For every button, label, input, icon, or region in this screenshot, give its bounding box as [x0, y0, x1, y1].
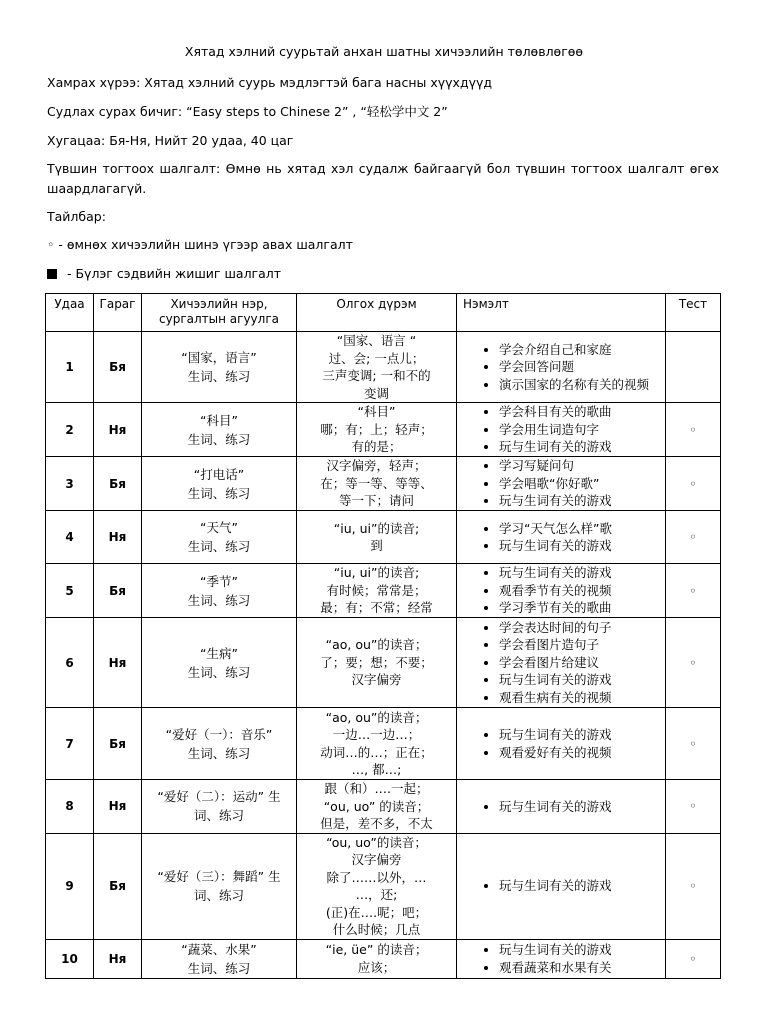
lesson-test: ◦	[666, 780, 721, 834]
extras-item: • 学会表达时间的句子	[499, 619, 661, 637]
lesson-plan-table	[45, 293, 721, 979]
extras-item: • 学习写疑问句	[499, 457, 661, 475]
scope-line: Хамрах хүрээ: Хятад хэлний суурь мэдлэгтэй бага насны хүүхдүүд	[47, 75, 493, 90]
lesson-test: ◦	[666, 939, 721, 978]
lesson-number: 10	[46, 939, 94, 978]
lesson-test: ◦	[666, 511, 721, 564]
lesson-day: Ня	[94, 780, 142, 834]
header-lesson: Хичээлийн нэр, сургалтын агуулга	[142, 294, 297, 332]
table-header-row	[46, 294, 721, 332]
extras-item: • 观看爱好有关的视频	[499, 744, 661, 762]
lesson-number: 4	[46, 511, 94, 564]
textbook-line: Судлах сурах бичиг: “Easy steps to Chinese 2” , “轻松学中文 2”	[47, 104, 448, 119]
extras-list	[461, 798, 661, 816]
extras-item: • 学习“天气怎么样”歌	[499, 520, 661, 538]
lesson-number: 1	[46, 332, 94, 403]
extras-item: • 学会唱歌“你好歌”	[499, 475, 661, 493]
lesson-name: “科目” 生词、练习	[142, 403, 297, 457]
lesson-day: Ня	[94, 511, 142, 564]
lesson-name: “打电话” 生词、练习	[142, 457, 297, 511]
extras-item: • 学会用生词造句字	[499, 421, 661, 439]
extras-item: • 学习季节有关的歌曲	[499, 599, 661, 617]
extras-item: • 玩与生词有关的游戏	[499, 941, 661, 959]
extras-item: • 玩与生词有关的游戏	[499, 726, 661, 744]
extras-list	[461, 941, 661, 976]
table-row	[46, 618, 721, 708]
lesson-number: 7	[46, 708, 94, 780]
extras-list	[461, 619, 661, 707]
lesson-name: “天气” 生词、练习	[142, 511, 297, 564]
lesson-test: ◦	[666, 564, 721, 618]
lesson-name: “爱好（一）：音乐” 生词、练习	[142, 708, 297, 780]
extras-item: • 玩与生词有关的游戏	[499, 438, 661, 456]
extras-item: • 玩与生词有关的游戏	[499, 877, 661, 895]
lesson-test: ◦	[666, 708, 721, 780]
lesson-number: 3	[46, 457, 94, 511]
extras-item: • 观看季节有关的视频	[499, 582, 661, 600]
extras-item: • 观看蔬菜和水果有关	[499, 959, 661, 977]
lesson-day: Ня	[94, 618, 142, 708]
lesson-grammar: “ao, ou”的读音； 了；要；想；不要； 汉字偏旁	[297, 618, 457, 708]
lesson-day: Ня	[94, 403, 142, 457]
header-grammar: Олгох дүрэм	[297, 294, 457, 332]
placement-line: Түвшин тогтоох шалгалт: Өмнө нь хятад хэл судалж байгаагүй бол түвшин тогтоох шалгалт өгөх шаардлагагүй.	[47, 161, 719, 196]
lesson-number: 6	[46, 618, 94, 708]
lesson-grammar: “ie, üe” 的读音； 应该；	[297, 939, 457, 978]
table-row	[46, 403, 721, 457]
table-row	[46, 833, 721, 939]
duration-line: Хугацаа: Бя-Ня, Нийт 20 удаа, 40 цаг	[47, 133, 294, 148]
lesson-extras	[457, 457, 666, 511]
header-day: Гараг	[94, 294, 142, 332]
table-row	[46, 939, 721, 978]
extras-list	[461, 564, 661, 617]
document-title: Хятад хэлний суурьтай анхан шатны хичээлийн төлөвлөгөө	[184, 44, 584, 59]
lesson-day: Ня	[94, 939, 142, 978]
lesson-test	[666, 332, 721, 403]
header-extra: Нэмэлт	[457, 294, 666, 332]
lesson-number: 5	[46, 564, 94, 618]
lesson-day: Бя	[94, 708, 142, 780]
lesson-extras	[457, 511, 666, 564]
extras-list	[461, 520, 661, 555]
lesson-day: Бя	[94, 457, 142, 511]
extras-item: • 玩与生词有关的游戏	[499, 537, 661, 555]
table-row	[46, 780, 721, 834]
lesson-number: 8	[46, 780, 94, 834]
table-row	[46, 708, 721, 780]
lesson-grammar: “iu, ui”的读音; 有时候；常常是； 最；有；不常；经常	[297, 564, 457, 618]
extras-item: • 玩与生词有关的游戏	[499, 671, 661, 689]
extras-list	[461, 403, 661, 456]
legend-circle-item: ◦ - өмнөх хичээлийн шинэ үгээр авах шалгалт	[47, 237, 353, 252]
lesson-name: “国家，语言” 生词、练习	[142, 332, 297, 403]
lesson-test: ◦	[666, 618, 721, 708]
lesson-name: “蔬菜、水果” 生词、练习	[142, 939, 297, 978]
black-square-icon	[47, 269, 57, 279]
lesson-grammar: “ou, uo”的读音； 汉字偏旁 除了……以外，… …，还; (正)在….呢；吧； 什么时候；几点	[297, 833, 457, 939]
extras-item: • 玩与生词有关的游戏	[499, 492, 661, 510]
extras-item: • 演示国家的名称有关的视频	[499, 376, 661, 394]
lesson-test: ◦	[666, 403, 721, 457]
table-row	[46, 332, 721, 403]
table-row	[46, 457, 721, 511]
extras-list	[461, 877, 661, 895]
lesson-extras	[457, 833, 666, 939]
lesson-extras	[457, 708, 666, 780]
extras-item: • 学会介绍自己和家庭	[499, 341, 661, 359]
table-row	[46, 564, 721, 618]
extras-list	[461, 726, 661, 761]
header-test: Тест	[666, 294, 721, 332]
extras-item: • 学会回答问题	[499, 358, 661, 376]
lesson-name: “季节” 生词、练习	[142, 564, 297, 618]
lesson-name: “爱好（二）：运动” 生词、练习	[142, 780, 297, 834]
lesson-name: “爱好（三）：舞蹈” 生词、练习	[142, 833, 297, 939]
legend-square-item	[47, 266, 281, 281]
extras-item: • 玩与生词有关的游戏	[499, 798, 661, 816]
lesson-grammar: 汉字偏旁，轻声； 在；等一等、等等、 等一下；请问	[297, 457, 457, 511]
extras-list	[461, 457, 661, 510]
lesson-day: Бя	[94, 332, 142, 403]
table-row	[46, 511, 721, 564]
header-times: Удаа	[46, 294, 94, 332]
lesson-extras	[457, 564, 666, 618]
lesson-day: Бя	[94, 833, 142, 939]
note-label: Тайлбар:	[47, 209, 106, 224]
lesson-day: Бя	[94, 564, 142, 618]
lesson-grammar: “科目” 哪；有；上；轻声； 有的是；	[297, 403, 457, 457]
lesson-name: “生病” 生词、练习	[142, 618, 297, 708]
extras-item: • 观看生病有关的视频	[499, 689, 661, 707]
lesson-test: ◦	[666, 457, 721, 511]
extras-item: • 学会看图片给建议	[499, 654, 661, 672]
extras-item: • 学会看图片造句子	[499, 636, 661, 654]
lesson-extras	[457, 332, 666, 403]
lesson-grammar: “iu, ui”的读音; 到	[297, 511, 457, 564]
lesson-extras	[457, 780, 666, 834]
lesson-number: 9	[46, 833, 94, 939]
lesson-test: ◦	[666, 833, 721, 939]
lesson-extras	[457, 939, 666, 978]
lesson-grammar: “国家、语言 “ 过、会; 一点儿； 三声变调; 一和不的 变调	[297, 332, 457, 403]
extras-item: • 玩与生词有关的游戏	[499, 564, 661, 582]
extras-list	[461, 341, 661, 394]
lesson-grammar: “ao, ou”的读音； 一边…一边…； 动词…的…；正在； …, 都…;	[297, 708, 457, 780]
lesson-grammar: 跟（和）….一起； “ou, uo” 的读音； 但是，差不多，不太	[297, 780, 457, 834]
extras-item: • 学会科目有关的歌曲	[499, 403, 661, 421]
legend-square-text: - Бүлэг сэдвийн жишиг шалгалт	[67, 266, 282, 281]
lesson-extras	[457, 618, 666, 708]
lesson-number: 2	[46, 403, 94, 457]
lesson-extras	[457, 403, 666, 457]
